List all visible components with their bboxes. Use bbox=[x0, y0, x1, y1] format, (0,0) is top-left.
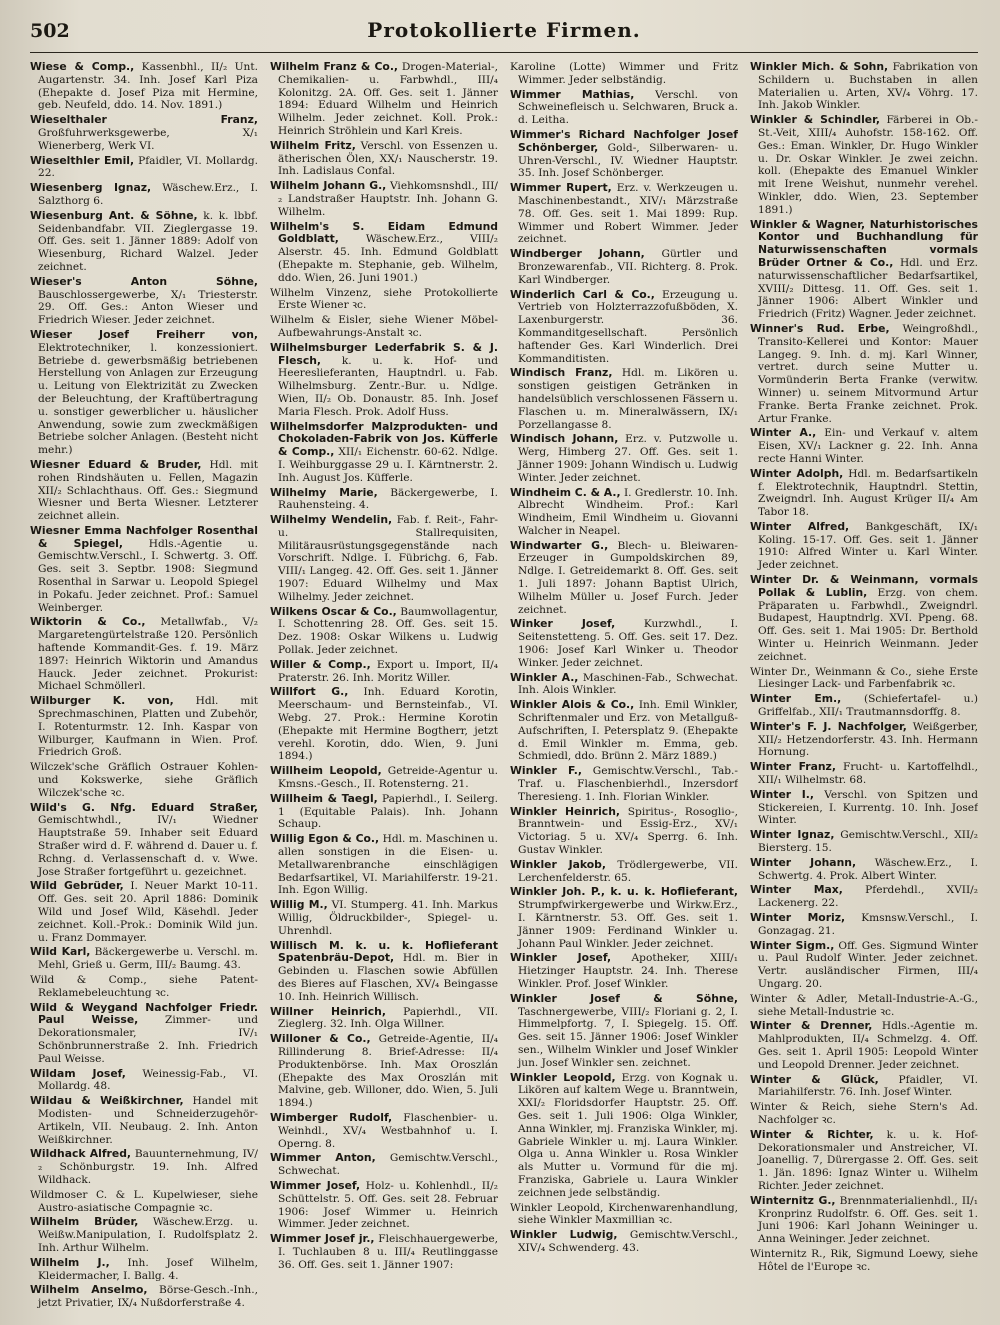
firm-details: Bäckergewerbe u. Verschl. m. Mehl, Grieß u. Germ, III/₂ Baumg. 43. bbox=[38, 946, 258, 972]
firm-name: Windisch Franz, bbox=[510, 366, 613, 380]
firm-details: Ein- und Verkauf v. altem Eisen, XV/₁ Lackner g. 22. Inh. Anna recte Hanni Winter. bbox=[758, 427, 978, 465]
firm-details: Off. Ges. Sigmund Winter u. Paul Rudolf Winter. Jeder zeichnet. Vertr. ausländischer Firmen, III/₄ Ungarg. 20. bbox=[758, 939, 978, 990]
firm-name: Wilhelmsburger Lederfabrik S. & J. Flesch, bbox=[270, 340, 498, 367]
firm-details: Maschinen-Fab., Schwechat. Inh. Alois Winkler. bbox=[518, 671, 738, 697]
firm-name: Winter Dr. & Weinmann, vormals Pollak & Lublin, bbox=[750, 573, 978, 599]
firm-details: Inh. Eduard Korotin, Meerschaum- und Bernsteinfab., VI. Webg. 27. Prok.: Hermine Korotin (Ehepakte mit Hermine Bogtherr, jetzt verehl. Korotin, ddo. Wien, 9. Juni 1894.) bbox=[278, 686, 498, 763]
firm-name: Winkler Heinrich, bbox=[510, 804, 620, 818]
firm-name: Windberger Johann, bbox=[510, 247, 645, 261]
directory-entry bbox=[510, 859, 738, 885]
firm-name: Winter Johann, bbox=[750, 855, 857, 869]
firm-name: Willisch M. k. u. k. Hoflieferant Spatenbräu-Depot, bbox=[270, 938, 498, 965]
firm-details: Winkler Leopold, Kirchenwarenhandlung, siehe Winkler Maxmillian ꝛc. bbox=[510, 1201, 738, 1227]
firm-details: Bankgeschäft, IX/₁ Koling. 15-17. Off. Ges. seit 1. Jänner 1910: Alfred Winter u. Karl Winter. Jeder zeichnet. bbox=[758, 520, 978, 572]
firm-name: Willheim & Taegl, bbox=[270, 791, 378, 805]
directory-entry bbox=[30, 329, 258, 457]
firm-name: Windwarter G., bbox=[510, 538, 609, 552]
directory-entry bbox=[510, 1229, 738, 1255]
firm-details: Hdl. mit rohen Rindshäuten u. Fellen, Magazin XII/₂ Schlachthaus. Off. Ges.: Siegmund Wiesner und Berta Wiesner. Letzterer zeichnet allein. bbox=[38, 458, 258, 523]
directory-entry bbox=[510, 367, 738, 431]
directory-entry bbox=[30, 155, 258, 181]
firm-details: Hdl. m. Maschinen u. allen sonstigen in die Eisen- u. Metallwarenbranche einschlägigen Bedarfsartikel, VI. Mariahilferstr. 19-21. Inh. Egon Willig. bbox=[278, 833, 498, 897]
firm-details: Fab. f. Reit-, Fahr- u. Stallrequisiten, Militärausrüstungsgegenstände nach Vorschrift. Ndlge. I. Fübrichg. 6, Fab. VIII/₁ Langeg. 42. Off. Ges. seit 1. Jänner 1907: Eduard Wilhelmy und Max Wilhelmy. Jeder zeichnet. bbox=[278, 514, 498, 603]
firm-name: Wild Karl, bbox=[30, 945, 91, 959]
directory-entry bbox=[30, 1148, 258, 1186]
firm-details: Bäckergewerbe, I. Rauhensteing. 4. bbox=[278, 486, 498, 512]
directory-entry bbox=[510, 248, 738, 286]
firm-name: Winter Em., bbox=[750, 692, 842, 706]
firm-details: Handel mit Modisten- und Schneiderzugehör-Artikeln, VII. Neubaug. 2. Inh. Anton Weißkirchner. bbox=[38, 1095, 258, 1146]
firm-details: Gürtler und Bronzewarenfab., VII. Richterg. 8. Prok. Karl Windberger. bbox=[518, 248, 738, 286]
firm-details: Holz- u. Kohlenhdl., II/₂ Schüttelstr. 5. Off. Ges. seit 28. Februar 1906: Josef Wimmer u. Heinrich Wimmer. Jeder zeichnet. bbox=[278, 1179, 498, 1231]
directory-entry bbox=[750, 666, 978, 692]
firm-details: k. k. lbbf. Seidenbandfabr. VII. Zieglergasse 19. Off. Ges. seit 1. Jänner 1889: Adolf von Wiesenburg, Richard Walzel. Jeder zeichnet. bbox=[38, 209, 258, 273]
directory-entry bbox=[750, 323, 978, 425]
directory-entry bbox=[510, 886, 738, 950]
directory-entry bbox=[30, 880, 258, 944]
firm-name: Wilhelm Fritz, bbox=[270, 138, 356, 152]
directory-entry bbox=[750, 1020, 978, 1071]
firm-name: Winter I., bbox=[750, 787, 814, 801]
directory-entry bbox=[30, 61, 258, 112]
directory-entry bbox=[270, 1152, 498, 1178]
directory-entry bbox=[30, 182, 258, 208]
firm-details: Karoline (Lotte) Wimmer und Fritz Wimmer. Jeder selbständig. bbox=[510, 61, 738, 86]
firm-name: Winderlich Carl & Co., bbox=[510, 287, 655, 301]
firm-details: Gemischtw.Verschl., XII/₂ Biersterg. 15. bbox=[758, 829, 978, 855]
directory-entry bbox=[750, 693, 978, 719]
firm-name: Winker Josef, bbox=[510, 617, 616, 631]
firm-details: k. u. k. Hof- und Heereslieferanten, Hauptndrl. u. Fab. Wilhelmsburg. Zentr.-Bur. u. Ndlge. Wien, II/₂ Ob. Donaustr. 85. Inh. Josef Maria Flesch. Prok. Adolf Huss. bbox=[278, 354, 498, 418]
directory-entry bbox=[510, 806, 738, 857]
firm-name: Wiesner Eduard & Bruder, bbox=[30, 457, 202, 471]
directory-entry bbox=[750, 1129, 978, 1193]
firm-details: Drogen-Material-, Chemikalien- u. Farbwhdl., III/₄ Kolonitzg. 2A. Off. Ges. seit 1. Jänner 1894: Eduard Wilhelm und Heinrich Wilhelm. Jeder zeichnet. Koll. Prok.: Heinrich Ströhlein und Karl Kreis. bbox=[278, 61, 498, 137]
firm-name: Winter Franz, bbox=[750, 760, 836, 774]
directory-entry bbox=[510, 952, 738, 990]
directory-entry bbox=[750, 1074, 978, 1100]
directory-entry bbox=[270, 61, 498, 138]
firm-details: Hdl. m. Bedarfsartikeln f. Elektrotechnik, Hauptndrl. Stettin, Zweigndrl. Inh. August Krüger II/₄ Am Tabor 18. bbox=[758, 467, 978, 519]
firm-details: Pfaidler, VI. Mollardg. 22. bbox=[38, 154, 258, 180]
firm-name: Wieser's Anton Söhne, bbox=[30, 274, 258, 288]
firm-name: Winter & Richter, bbox=[750, 1127, 874, 1141]
firm-details: Wäschew.Erz., VIII/₂ Alserstr. 45. Inh. Edmund Goldblatt (Ehepakte m. Stephanie, geb. Wilhelm, ddo. Wien, 26. Juni 1901.) bbox=[278, 233, 498, 284]
firm-name: Winkler Joh. P., k. u. k. Hoflieferant, bbox=[510, 885, 738, 899]
firm-name: Wildau & Weißkirchner, bbox=[30, 1094, 184, 1108]
firm-name: Winkler A., bbox=[510, 670, 579, 684]
directory-entry bbox=[270, 833, 498, 897]
directory-entry bbox=[510, 699, 738, 763]
firm-details: Erz. v. Putzwolle u. Werg, Himberg 27. Off. Ges. seit 1. Jänner 1909: Johann Windisch u. Ludwig Winter. Jeder zeichnet. bbox=[518, 433, 738, 484]
firm-details: Papierhdl., VII. Zieglerg. 32. Inh. Olga Willner. bbox=[278, 1005, 498, 1031]
firm-details: Baumwollagentur, I. Schottenring 28. Off. Ges. seit 15. Dez. 1908: Oskar Wilkens u. Ludwig Pollak. Jeder zeichnet. bbox=[278, 605, 498, 657]
directory-entry bbox=[270, 793, 498, 831]
firm-details: Erzg. von chem. Präparaten u. Farbwhdl., Zweigndrl. Budapest, Hauptndrlg. XVI. Ppeng. 68. Off. Ges. seit 1. Mai 1905: Dr. Berthold Winter u. Heinrich Weinmann. Jeder zeichnet. bbox=[758, 586, 978, 663]
directory-entry bbox=[510, 1072, 738, 1200]
firm-details: Wilhelm & Eisler, siehe Wiener Möbel-Aufbewahrungs-Anstalt ꝛc. bbox=[270, 314, 498, 339]
directory-entry bbox=[30, 1068, 258, 1094]
directory-entry bbox=[30, 210, 258, 274]
firm-name: Winter A., bbox=[750, 426, 817, 440]
firm-name: Wieser Josef Freiherr von, bbox=[30, 327, 258, 341]
directory-entry bbox=[750, 427, 978, 465]
directory-entry bbox=[30, 1257, 258, 1283]
firm-name: Wimmer Rupert, bbox=[510, 181, 612, 195]
directory-entry bbox=[30, 1002, 258, 1066]
firm-name: Wiktorin & Co., bbox=[30, 615, 146, 629]
directory-entry bbox=[510, 672, 738, 698]
firm-name: Willer & Comp., bbox=[270, 657, 371, 671]
firm-name: Winkler Leopold, bbox=[510, 1070, 616, 1084]
firm-name: Wild Gebrüder, bbox=[30, 879, 124, 893]
directory-entry bbox=[750, 993, 978, 1019]
firm-name: Winkler Josef & Söhne, bbox=[510, 991, 738, 1005]
directory-entry bbox=[510, 289, 738, 366]
firm-name: Wilhelmy Wendelin, bbox=[270, 513, 393, 527]
firm-name: Winter Alfred, bbox=[750, 519, 850, 533]
firm-details: Hdl. und Erz. naturwissenschaftlicher Bedarfsartikel, XVIII/₂ Dittesg. 11. Off. Ges. seit 1. Jänner 1906: Albert Winkler und Friedrich (Fritz) Wagner. Jeder zeichnet. bbox=[758, 256, 978, 321]
firm-name: Wildhack Alfred, bbox=[30, 1147, 132, 1161]
firm-name: Winkler Ludwig, bbox=[510, 1228, 618, 1242]
directory-entry bbox=[270, 487, 498, 513]
firm-name: Willoner & Co., bbox=[270, 1032, 371, 1046]
firm-details: Gold-, Silberwaren- u. Uhren-Verschl., IV. Wiedner Hauptstr. 35. Inh. Josef Schönberger. bbox=[518, 141, 738, 180]
firm-details: Gemischtwhdl., IV/₁ Wiedner Hauptstraße 59. Inhaber seit Eduard Straßer wird d. F. während d. Dauer u. f. Rchng. d. Verlassenschaft d. v. Wwe. Jose Straßer fortgeführt u. gezeichnet. bbox=[38, 814, 258, 878]
firm-name: Winter Max, bbox=[750, 883, 843, 897]
firm-name: Winkler Josef, bbox=[510, 951, 612, 965]
firm-details: Weinessig-Fab., VI. Mollardg. 48. bbox=[38, 1067, 258, 1093]
firm-name: Windheim C. & A., bbox=[510, 485, 621, 499]
firm-details: Wild & Comp., siehe Patent-Reklamebeleuchtung ꝛc. bbox=[30, 973, 258, 999]
directory-entry bbox=[30, 1189, 258, 1215]
firm-name: Winkler & Schindler, bbox=[750, 113, 880, 127]
firm-details: Bauunternehmung, IV/₂ Schönburgstr. 19. Inh. Alfred Wildhack. bbox=[38, 1148, 258, 1186]
firm-details: Erz. v. Werkzeugen u. Maschinenbestandt., XIV/₁ Märzstraße 78. Off. Ges. seit 1. Mai 1899: Rup. Wimmer und Robert Wimmer. Jeder zeichnet. bbox=[518, 182, 738, 246]
firm-name: Winner's Rud. Erbe, bbox=[750, 321, 890, 335]
firm-details: Getreide-Agentur u. Kmsns.-Gesch., II. Rotensterng. 21. bbox=[278, 765, 498, 791]
firm-name: Winter Ignaz, bbox=[750, 828, 835, 842]
firm-details: Wildmoser C. & L. Kupelwieser, siehe Austro-asiatische Compagnie ꝛc. bbox=[30, 1188, 258, 1214]
firm-details: Erzeugung u. Vertrieb von Holzterrazzofußböden, X. Laxenburgerstr. 36. Kommanditgesellschaft. Persönlich haftender Ges. Karl Winderlich. Drei Kommanditisten. bbox=[518, 288, 738, 365]
firm-details: Kmsnsw.Verschl., I. Gonzagag. 21. bbox=[758, 912, 978, 937]
firm-name: Wiesenburg Ant. & Söhne, bbox=[30, 208, 198, 222]
firm-name: Winter Adolph, bbox=[750, 466, 844, 480]
firm-name: Willig Egon & Co., bbox=[270, 832, 380, 846]
firm-name: Winter Sigm., bbox=[750, 938, 835, 952]
directory-entry bbox=[270, 140, 498, 178]
firm-details: Pfaidler, VI. Mariahilferstr. 76. Inh. Josef Winter. bbox=[758, 1073, 978, 1099]
firm-details: Strumpfwirkergewerbe und Wirkw.Erz., I. Kärntnerstr. 53. Off. Ges. seit 1. Jänner 1909: Ferdinand Winkler u. Johann Paul Winkler. Jeder zeichnet. bbox=[518, 899, 738, 950]
column-1 bbox=[30, 61, 258, 1316]
directory-entry bbox=[270, 180, 498, 218]
directory-entry bbox=[750, 940, 978, 991]
directory-entry bbox=[750, 912, 978, 938]
firm-details: Fabrikation von Schildern u. Buchstaben in allen Materialien u. Arten, XV/₄ Vöhrg. 17. Inh. Jakob Winkler. bbox=[758, 61, 978, 112]
firm-details: Spiritus-, Rosoglio-, Branntwein- und Essig-Erz., XV/₁ Victoriag. 5 u. XV/₄ Sperrg. 6. Inh. Gustav Winkler. bbox=[518, 805, 738, 857]
directory-entry bbox=[30, 974, 258, 1000]
directory-entry bbox=[510, 765, 738, 803]
firm-name: Wilhelm Franz & Co., bbox=[270, 61, 399, 73]
directory-entry bbox=[750, 521, 978, 572]
firm-name: Wimmer's Richard Nachfolger Josef Schönberger, bbox=[510, 127, 738, 154]
firm-name: Wiesner Emma Nachfolger Rosenthal & Spiegel, bbox=[30, 523, 258, 550]
directory-entry bbox=[510, 1202, 738, 1228]
firm-details: k. u. k. Hof-Dekorationsmaler und Anstreicher, VI. Joanellig. 7, Dürergasse 2. Off. Ges. seit 1. Jän. 1896: Ignaz Winter u. Wilhelm Richter. Jeder zeichnet. bbox=[758, 1128, 978, 1192]
firm-details: Inh. Emil Winkler, Schriftenmaler und Erz. von Metallguß-Aufschriften, I. Petersplatz 9. (Ehepakte d. Emil Winkler m. Emma, geb. Schmiedl, ddo. Brünn 2. März 1889.) bbox=[518, 699, 738, 763]
directory-entry bbox=[510, 182, 738, 246]
firm-name: Winkler Alois & Co., bbox=[510, 698, 635, 712]
firm-details: Verschl. von Essenzen u. ätherischen Ölen, XX/₁ Nauscherstr. 19. Inh. Ladislaus Confal. bbox=[278, 139, 498, 178]
firm-details: Inh. Josef Wilhelm, Kleidermacher, I. Ballg. 4. bbox=[38, 1256, 258, 1282]
directory-entry bbox=[30, 1284, 258, 1310]
firm-details: Blech- u. Bleiwaren-Erzeuger in Gumpoldskirchen 89, Ndlge. I. Getreidemarkt 8. Off. Ges. seit 1. Juli 1897: Johann Baptist Ulrich, Wilhelm Müller u. Josef Furch. Jeder zeichnet. bbox=[518, 539, 738, 616]
firm-details: Elektrotechniker, l. konzessioniert. Betriebe d. gewerbsmäßig betriebenen Herstellung von Anlagen zur Erzeugung u. Leitung von Elektrizität zu Zwecken der Beleuchtung, der Kraftübertragung u. sonstiger gewerblicher u. häuslicher Anwendung, sowie zum zweckmäßigen Betriebe solcher Anlagen. (Besteht nicht mehr.) bbox=[38, 341, 258, 457]
firm-details: Verschl. von Schweinefleisch u. Selchwaren, Bruck a. d. Leitha. bbox=[518, 88, 738, 127]
directory-entry bbox=[30, 459, 258, 523]
directory-entry bbox=[30, 1216, 258, 1254]
directory-entry bbox=[510, 540, 738, 617]
firm-name: Wilkens Oscar & Co., bbox=[270, 604, 397, 618]
directory-entry bbox=[270, 659, 498, 685]
firm-name: Wieselthler Emil, bbox=[30, 153, 135, 167]
firm-details: XII/₁ Eichenstr. 60-62. Ndlge. I. Weihburggasse 29 u. I. Kärntnerstr. 2. Inh. August Jos. Küfferle. bbox=[278, 446, 498, 484]
firm-details: Großfuhrwerksgewerbe, X/₁ Wienerberg, Werk VI. bbox=[38, 126, 258, 152]
firm-details: Papierhdl., I. Seilerg. 1 (Equitable Palais). Inh. Johann Schaup. bbox=[278, 792, 498, 831]
directory-entry bbox=[510, 487, 738, 538]
directory-entry bbox=[510, 993, 738, 1070]
directory-entry bbox=[30, 1095, 258, 1146]
firm-details: Pferdehdl., XVII/₂ Lackenerg. 22. bbox=[758, 884, 978, 910]
firm-details: Kurzwhdl., I. Seitenstetteng. 5. Off. Ges. seit 17. Dez. 1906: Josef Karl Winker u. Theodor Winker. Jeder zeichnet. bbox=[518, 618, 738, 669]
page-number: 502 bbox=[30, 20, 70, 42]
firm-details: Weingroßhdl., Transito-Kellerei und Kontor: Mauer Langeg. 9. Inh. d. mj. Karl Winner, vertret. durch seine Mutter u. Vormünderin Berta Franke (verwitw. Winner) u. seinem Mitvormund Artur Franke. Berta Franke zeichnet. Prok. Artur Franke. bbox=[758, 322, 978, 425]
page-title: Protokollierte Firmen. bbox=[367, 18, 641, 42]
column-2 bbox=[270, 61, 498, 1316]
directory-entry bbox=[30, 616, 258, 693]
firm-details: Hdl. m. Likören u. sonstigen geistigen Getränken in handelsüblich verschlossenen Fässern u. Flaschen u. m. Mineralwässern, IX/₁ Porzellangasse 8. bbox=[518, 367, 738, 431]
firm-details: Export u. Import, II/₄ Praterstr. 26. Inh. Moritz Willer. bbox=[278, 658, 498, 684]
directory-entry bbox=[750, 1101, 978, 1127]
directory-entry bbox=[750, 114, 978, 216]
firm-details: Brennmaterialienhdl., II/₁ Kronprinz Rudolfstr. 6. Off. Ges. seit 1. Juni 1906: Karl Johann Weininger u. Anna Weininger. Jeder zeichnet. bbox=[758, 1194, 978, 1246]
firm-name: Willner Heinrich, bbox=[270, 1004, 386, 1018]
directory-entry bbox=[510, 433, 738, 484]
directory-entry bbox=[270, 342, 498, 419]
firm-name: Wilhelm Anselmo, bbox=[30, 1283, 148, 1297]
directory-entry bbox=[750, 761, 978, 787]
firm-details: Wäschew.Erzg. u. Weißw.Manipulation, I. Rudolfsplatz 2. Inh. Arthur Wilhelm. bbox=[38, 1216, 258, 1254]
firm-details: Winter Dr., Weinmann & Co., siehe Erste Liesinger Lack- und Farbenfabrik ꝛc. bbox=[750, 665, 978, 691]
firm-details: Wilczek'sche Gräflich Ostrauer Kohlen- und Kokswerke, siehe Gräflich Wilczek'sche ꝛc. bbox=[30, 761, 258, 799]
directory-entry bbox=[750, 857, 978, 883]
directory-entry bbox=[30, 802, 258, 879]
firm-name: Winter & Drenner, bbox=[750, 1019, 873, 1033]
firm-details: Frucht- u. Kartoffelhdl., XII/₁ Wilhelmstr. 68. bbox=[758, 761, 978, 787]
firm-details: Fleischhauergewerbe, I. Tuchlauben 8 u. III/₄ Reutlinggasse 36. Off. Ges. seit 1. Jänner 1907: bbox=[278, 1233, 498, 1271]
firm-name: Wilhelm J., bbox=[30, 1255, 110, 1269]
firm-name: Wilhelm Brüder, bbox=[30, 1215, 139, 1229]
directory-entry bbox=[510, 61, 738, 87]
firm-details: Hdls.-Agentie m. Mahlprodukten, II/₄ Schmelzg. 4. Off. Ges. seit 1. April 1905: Leopold Winter und Leopold Drenner. Jeder zeichnet. bbox=[758, 1020, 978, 1071]
directory-entry bbox=[270, 1006, 498, 1032]
firm-name: Winkler & Wagner, Naturhistorisches Kontor und Buchhandlung für Naturwissenschaften vormals Brüder Ortner & Co., bbox=[750, 217, 978, 269]
directory-entry bbox=[750, 574, 978, 664]
page-header bbox=[30, 18, 978, 53]
directory-entry bbox=[750, 1195, 978, 1246]
firm-details: Kassenbhl., II/₂ Unt. Augartenstr. 34. Inh. Josef Karl Piza (Ehepakte d. Josef Piza mit Hermine, geb. Neufeld, ddo. 14. Nov. 1891.) bbox=[38, 61, 258, 112]
firm-name: Winter's F. J. Nachfolger, bbox=[750, 719, 907, 733]
firm-details: Winter & Reich, siehe Stern's Ad. Nachfolger ꝛc. bbox=[750, 1101, 978, 1126]
directory-columns bbox=[30, 61, 978, 1316]
firm-details: Wäschew.Erz., I. Salzthorg 6. bbox=[38, 182, 258, 207]
firm-details: Winter & Adler, Metall-Industrie-A.-G., siehe Metall-Industrie ꝛc. bbox=[750, 992, 978, 1018]
firm-name: Wild & Weygand Nachfolger Friedr. Paul Weisse, bbox=[30, 1000, 258, 1027]
firm-details: I. Gredlerstr. 10. Inh. Albrecht Windheim. Prof.: Karl Windheim, Emil Windheim u. Giovanni Walcher in Neapel. bbox=[518, 486, 738, 537]
directory-entry bbox=[30, 114, 258, 152]
firm-details: Weißgerber, XII/₂ Hetzendorferstr. 43. Inh. Hermann Hornung. bbox=[758, 720, 978, 759]
directory-entry bbox=[270, 1033, 498, 1110]
firm-details: Gemischtw.Verschl., XIV/₄ Schwenderg. 43. bbox=[518, 1229, 738, 1254]
directory-entry bbox=[270, 606, 498, 657]
firm-details: Bauschlossergewerbe, X/₁ Triesterstr. 29. Off. Ges.: Anton Wieser und Friedrich Wieser. Jeder zeichnet. bbox=[38, 288, 258, 327]
firm-name: Winkler Mich. & Sohn, bbox=[750, 61, 889, 73]
firm-name: Wimmer Josef, bbox=[270, 1178, 361, 1192]
firm-details: Flaschenbier- u. Weinhdl., XV/₄ Westbahnhof u. I. Operng. 8. bbox=[278, 1111, 498, 1150]
directory-entry bbox=[270, 686, 498, 763]
directory-entry bbox=[510, 129, 738, 180]
firm-name: Wilhelm Johann G., bbox=[270, 179, 387, 193]
firm-details: Winternitz R., Rik, Sigmund Loewy, siehe Hôtel de l'Europe ꝛc. bbox=[750, 1247, 978, 1273]
directory-entry bbox=[510, 618, 738, 669]
firm-details: Hdl. mit Sprechmaschinen, Platten und Zubehör, I. Rotenturmstr. 12. Inh. Kaspar von Wilburger, Kaufmann in Wien. Prof. Friedrich Groß. bbox=[38, 695, 258, 759]
directory-entry bbox=[270, 287, 498, 313]
firm-name: Winkler Jakob, bbox=[510, 857, 607, 871]
directory-entry bbox=[30, 695, 258, 759]
firm-details: Erzg. von Kognak u. Likören auf kaltem Wege u. Branntwein, XXI/₂ Floridsdorfer Hauptstr. 25. Off. Ges. seit 1. Juli 1906: Olga Winkler, Anna Winkler, mj. Franziska Winkler, mj. Gabriele Winkler u. mj. Laura Winkler. Olga u. Anna Winkler u. Rosa Winkler als Mutter u. Vormund für die mj. Franziska, Gabriele u. Laura Winkler zeichnen jede selbständig. bbox=[518, 1071, 738, 1199]
firm-name: Winter & Glück, bbox=[750, 1072, 879, 1086]
directory-entry bbox=[750, 61, 978, 112]
firm-name: Wilburger K. von, bbox=[30, 694, 174, 708]
directory-entry bbox=[270, 1233, 498, 1271]
directory-entry bbox=[510, 89, 738, 127]
directory-entry bbox=[270, 765, 498, 791]
firm-name: Wiesenberg Ignaz, bbox=[30, 181, 152, 195]
firm-name: Wiese & Comp., bbox=[30, 61, 135, 73]
directory-entry bbox=[270, 940, 498, 1004]
firm-details: Taschnergewerbe, VIII/₂ Floriani g. 2, I. Himmelpfortg. 7, I. Spiegelg. 15. Off. Ges. seit 15. Jänner 1906: Josef Winkler sen., Wilhelm Winkler und Josef Winkler jun. Josef Winkler sen. zeichnet. bbox=[518, 1005, 738, 1069]
directory-entry bbox=[30, 525, 258, 615]
firm-details: Verschl. von Spitzen und Stickereien, I. Kurrentg. 10. Inh. Josef Winter. bbox=[758, 788, 978, 827]
directory-entry bbox=[750, 468, 978, 519]
directory-entry bbox=[270, 314, 498, 340]
firm-name: Wimberger Rudolf, bbox=[270, 1110, 393, 1124]
firm-details: Metallwfab., V/₂ Margaretengürtelstraße 120. Persönlich haftende Kommandit-Ges. f. 19. März 1897: Heinrich Wiktorin und Amandus Hauck. Jeder zeichnet. Prokurist: Michael Schmöllerl. bbox=[38, 616, 258, 693]
firm-name: Willfort G., bbox=[270, 685, 349, 699]
firm-name: Winter Moriz, bbox=[750, 911, 846, 924]
firm-details: Getreide-Agentie, II/₄ Rillinderung 8. Brief-Adresse: II/₄ Produktenbörse. Inh. Max Oroszlán (Ehepakte des Max Oroszlán mit Malvine, geb. Willoner, ddo. Wien, 5. Juli 1894.) bbox=[278, 1033, 498, 1110]
firm-name: Wimmer Anton, bbox=[270, 1151, 376, 1165]
firm-details: Gemischtw.Verschl., Schwechat. bbox=[278, 1152, 498, 1178]
firm-name: Willheim Leopold, bbox=[270, 764, 382, 778]
directory-entry bbox=[270, 221, 498, 285]
firm-details: Hdl. m. Bier in Gebinden u. Flaschen sowie Abfüllen des Bieres auf Flaschen, XV/₄ Beingasse 10. Inh. Heinrich Willisch. bbox=[278, 952, 498, 1003]
firm-details: Börse-Gesch.-Inh., jetzt Privatier, IX/₄ Nußdorferstraße 4. bbox=[38, 1284, 258, 1310]
firm-name: Wilhelmy Marie, bbox=[270, 485, 378, 499]
firm-name: Winkler F., bbox=[510, 764, 582, 778]
firm-name: Wieselthaler Franz, bbox=[30, 113, 258, 127]
firm-details: VI. Stumperg. 41. Inh. Markus Willig, Öldruckbilder-, Spiegel- u. Uhrenhdl. bbox=[278, 899, 498, 937]
directory-entry bbox=[270, 1112, 498, 1150]
firm-details: Apotheker, XIII/₁ Hietzinger Hauptstr. 24. Inh. Therese Winkler. Prof. Josef Winkler. bbox=[518, 952, 738, 990]
directory-entry bbox=[30, 946, 258, 972]
directory-entry bbox=[750, 1248, 978, 1274]
firm-details: Wilhelm Vinzenz, siehe Protokollierte Erste Wiener ꝛc. bbox=[270, 286, 498, 312]
firm-details: (Schiefertafel- u.) Griffelfab., XII/₁ Trautmannsdorffg. 8. bbox=[758, 693, 978, 719]
firm-details: Zimmer- und Dekorationsmaler, IV/₁ Schönbrunnerstraße 2. Inh. Friedrich Paul Weisse. bbox=[38, 1014, 258, 1065]
directory-entry bbox=[750, 789, 978, 827]
firm-name: Wilhelmsdorfer Malzprodukten- und Chokoladen-Fabrik von Jos. Küfferle & Comp., bbox=[270, 419, 498, 459]
directory-entry bbox=[270, 421, 498, 485]
directory-entry bbox=[30, 761, 258, 799]
directory-entry bbox=[270, 899, 498, 937]
directory-entry bbox=[270, 1180, 498, 1231]
firm-details: I. Neuer Markt 10-11. Off. Ges. seit 20. April 1886: Dominik Wild und Josef Wild, Käsehdl. Jeder zeichnet. Koll.-Prok.: Dominik Wild jun. u. Franz Dommayer. bbox=[38, 880, 258, 944]
firm-name: Willig M., bbox=[270, 898, 328, 912]
firm-name: Wilhelm's S. Eidam Edmund Goldblatt, bbox=[270, 219, 498, 246]
firm-details: Gemischtw.Verschl., Tab.-Traf. u. Flaschenbierhdl., Inzersdorf Theresieng. 1. Inh. Florian Winkler. bbox=[518, 765, 738, 803]
firm-details: Trödlergewerbe, VII. Lerchenfelderstr. 65. bbox=[518, 858, 738, 884]
directory-entry bbox=[270, 514, 498, 604]
directory-entry bbox=[750, 721, 978, 759]
firm-details: Viehkomsnshdl., III/₂ Landstraßer Hauptstr. Inh. Johann G. Wilhelm. bbox=[278, 180, 498, 218]
column-3 bbox=[510, 61, 738, 1316]
firm-name: Wildam Josef, bbox=[30, 1066, 126, 1080]
column-4 bbox=[750, 61, 978, 1316]
firm-details: Wäschew.Erz., I. Schwertg. 4. Prok. Albert Winter. bbox=[758, 856, 978, 882]
directory-entry bbox=[750, 884, 978, 910]
directory-entry bbox=[750, 829, 978, 855]
firm-details: Hdls.-Agentie u. Gemischtw.Verschl., I. Schwertg. 3. Off. Ges. seit 3. Septbr. 1908: Siegmund Rosenthal in Sarwar u. Leopold Spiegel in Pokafu. Jeder zeichnet. Prof.: Samuel Weinberger. bbox=[38, 537, 258, 614]
firm-name: Windisch Johann, bbox=[510, 432, 619, 446]
directory-entry bbox=[30, 276, 258, 327]
firm-details: Färberei in Ob.-St.-Veit, XIII/₄ Auhofstr. 158-162. Off. Ges.: Eman. Winkler, Dr. Hugo Winkler u. Dr. Oskar Winkler. Je zwei zeichn. koll. (Ehepakte des Emanuel Winkler mit Irene Weishut, nunmehr verehel. Winkler, ddo. Wien, 23. September 1891.) bbox=[758, 114, 978, 216]
firm-name: Wimmer Mathias, bbox=[510, 87, 635, 101]
firm-name: Wimmer Josef jr., bbox=[270, 1232, 375, 1246]
directory-entry bbox=[750, 219, 978, 321]
firm-name: Winternitz G., bbox=[750, 1193, 836, 1207]
firm-name: Wild's G. Nfg. Eduard Straßer, bbox=[30, 800, 258, 814]
